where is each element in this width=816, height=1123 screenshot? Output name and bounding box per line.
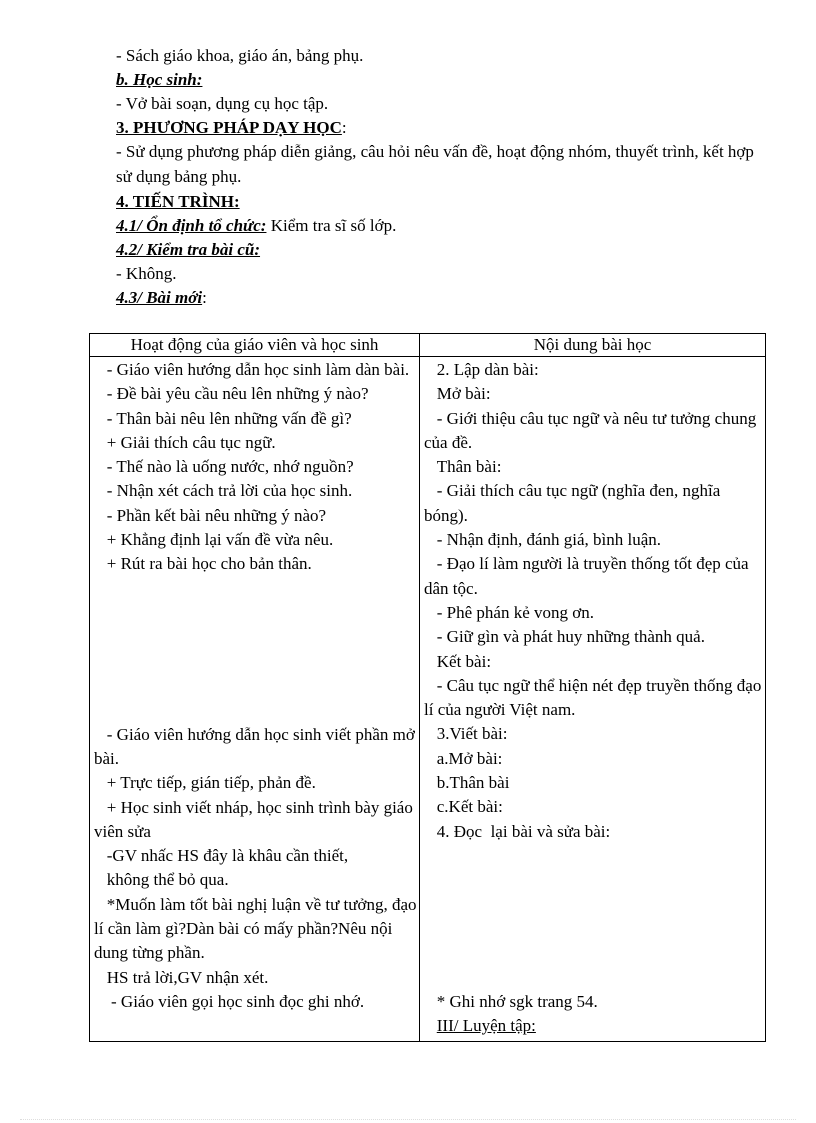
content-item: Mở bài: (424, 384, 491, 404)
content-item: - Câu tục ngữ thể hiện nét đẹp truyền thống đạo lí của người Việt nam. (424, 675, 766, 720)
spacer (94, 577, 417, 723)
activities-column (90, 357, 420, 1042)
activity-item: - Phần kết bài nêu những ý nào? (94, 505, 327, 525)
content-item (424, 1014, 763, 1038)
student-heading (116, 68, 202, 92)
step-43 (116, 286, 207, 310)
activity-item: - Giáo viên hướng dẫn học sinh viết phần mở bài. (94, 724, 420, 768)
content-item: 4. Đọc lại bài và sửa bài: (424, 821, 611, 841)
content-item: 2. Lập dàn bài: (424, 360, 539, 379)
step-41 (116, 214, 396, 238)
content-item: c.Kết bài: (424, 797, 503, 817)
step-42-heading: 4.2/ Kiểm tra bài cũ: (116, 240, 261, 259)
step-42-heading-line (116, 238, 260, 262)
content-item: Thân bài: (424, 457, 502, 477)
step-41-heading: 4.1/ Ổn định tổ chức: (116, 216, 267, 235)
content-item: - Phê phán kẻ vong ơn. (424, 602, 594, 622)
activity-item: HS trả lời,GV nhận xét. (94, 967, 269, 987)
process-heading-text: 4. TIẾN TRÌNH: (116, 192, 240, 211)
method-heading-text: 3. PHƯƠNG PHÁP DẠY HỌC (116, 118, 342, 137)
lesson-table (89, 333, 766, 1042)
practice-heading: III/ Luyện tập: (436, 1016, 536, 1036)
step-41-text: Kiểm tra sĩ số lớp. (266, 216, 397, 235)
student-materials-line: - Vở bài soạn, dụng cụ học tập. (116, 94, 329, 113)
activity-item: - Giáo viên hướng dẫn học sinh làm dàn bài. (94, 360, 410, 379)
content-item: - Giải thích câu tục ngữ (nghĩa đen, nghĩa bóng). (424, 481, 725, 525)
activity-item: + Giải thích câu tục ngữ. (94, 432, 276, 452)
activity-item: - Đề bài yêu cầu nêu lên những ý nào? (94, 384, 369, 404)
student-heading-text: b. Học sinh: (116, 70, 203, 89)
content-item: Kết bài: (424, 651, 492, 671)
content-item: a.Mở bài: (424, 748, 503, 768)
activity-item: + Rút ra bài học cho bản thân. (94, 554, 312, 574)
step-43-heading: 4.3/ Bài mới (116, 288, 203, 307)
activity-item: + Học sinh viết nháp, học sinh trình bày giáo viên sửa (94, 797, 418, 841)
content-column (420, 357, 766, 1042)
method-text: - Sử dụng phương pháp diễn giảng, câu hỏi nêu vấn đề, hoạt động nhóm, thuyết trình, kết hợp sử dụng bảng phụ. (116, 142, 754, 186)
table-body-row (90, 357, 766, 1042)
header-activities: Hoạt động của giáo viên và học sinh (90, 334, 420, 357)
activity-item: *Muốn làm tốt bài nghị luận về tư tưởng, đạo lí cần làm gì?Dàn bài có mấy phần?Nêu nội dung từng phần. (94, 894, 421, 963)
method-heading (116, 116, 347, 140)
method-heading-colon: : (341, 118, 347, 137)
activity-item: + Trực tiếp, gián tiếp, phản đề. (94, 773, 316, 793)
activity-item: -GV nhấc HS đây là khâu cần thiết, (94, 846, 349, 866)
page-divider (20, 1119, 796, 1120)
activity-item: - Thân bài nêu lên những vấn đề gì? (94, 408, 352, 428)
step-43-colon: : (202, 288, 207, 307)
process-heading (116, 190, 240, 214)
step-42-text: - Không. (116, 264, 177, 283)
activity-item: + Khẳng định lại vấn đề vừa nêu. (94, 530, 334, 550)
content-item: - Giữ gìn và phát huy những thành quả. (424, 627, 705, 647)
content-item: - Giới thiệu câu tục ngữ và nêu tư tưởng chung của đề. (424, 408, 761, 452)
activity-item: - Giáo viên gọi học sinh đọc ghi nhớ. (94, 991, 365, 1011)
content-item: * Ghi nhớ sgk trang 54. (424, 991, 598, 1011)
content-item: 3.Viết bài: (424, 724, 508, 744)
table-header-row (90, 334, 766, 357)
materials-line: - Sách giáo khoa, giáo án, bảng phụ. (116, 46, 364, 65)
activity-item: - Thế nào là uống nước, nhớ nguồn? (94, 457, 354, 477)
content-item: - Nhận định, đánh giá, bình luận. (424, 530, 662, 550)
header-content: Nội dung bài học (420, 334, 766, 357)
spacer (424, 844, 763, 990)
content-item: - Đạo lí làm người là truyền thống tốt đẹp của dân tộc. (424, 554, 753, 598)
content-item: b.Thân bài (424, 773, 510, 793)
activity-item: - Nhận xét cách trả lời của học sinh. (94, 481, 353, 501)
activity-item: không thể bỏ qua. (94, 870, 229, 890)
